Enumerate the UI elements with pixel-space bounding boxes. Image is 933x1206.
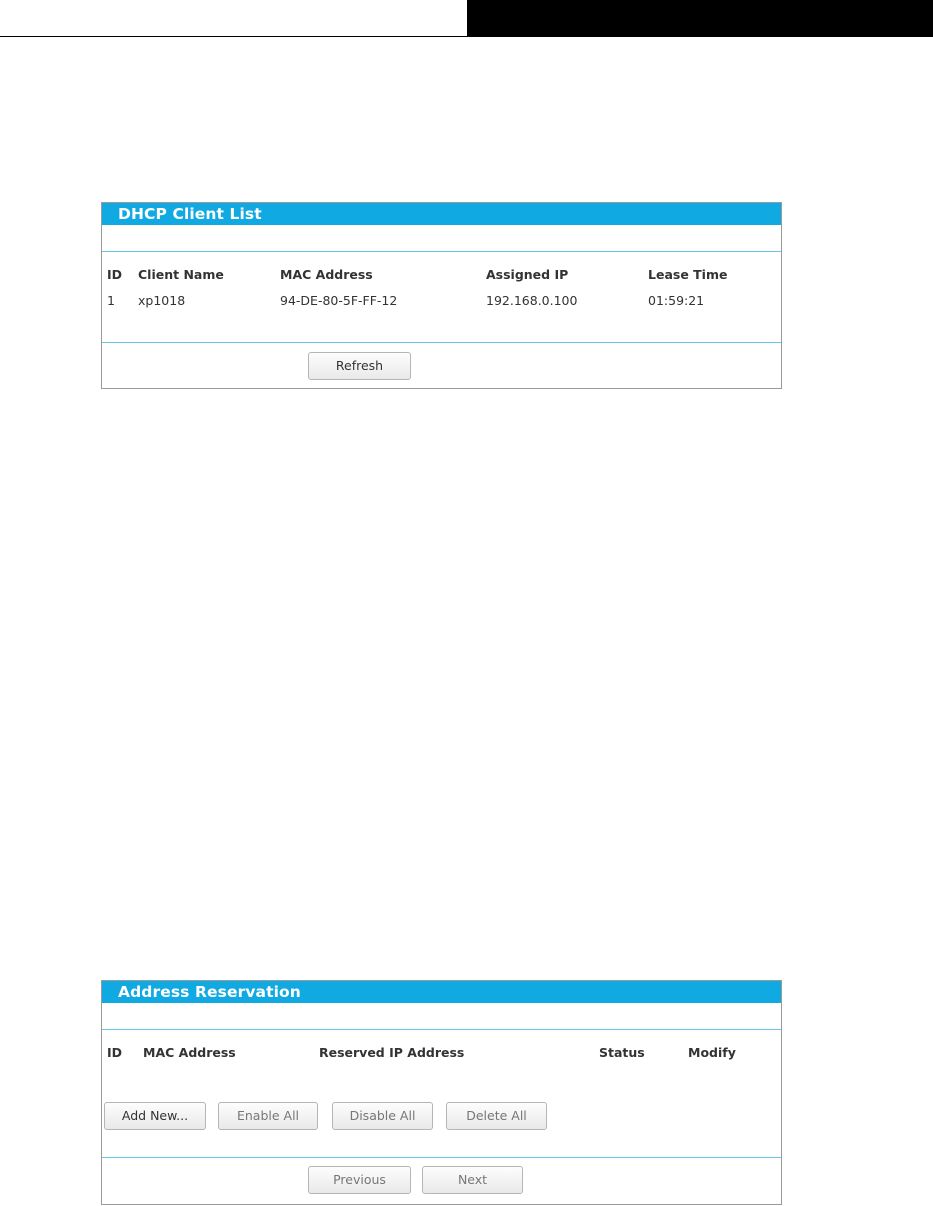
refresh-button[interactable]: Refresh	[308, 352, 411, 380]
add-new-button[interactable]: Add New...	[104, 1102, 206, 1130]
column-header-mac-address: MAC Address	[280, 267, 373, 282]
column-header-mac-address: MAC Address	[143, 1045, 236, 1060]
panel-divider	[102, 1157, 781, 1158]
page-header	[0, 0, 933, 38]
column-header-id: ID	[107, 267, 123, 282]
disable-all-button[interactable]: Disable All	[332, 1102, 433, 1130]
panel-divider	[102, 342, 781, 343]
column-header-lease-time: Lease Time	[648, 267, 728, 282]
delete-all-button[interactable]: Delete All	[446, 1102, 547, 1130]
dhcp-client-list-panel	[101, 202, 782, 389]
header-black-bar	[467, 0, 933, 37]
column-header-status: Status	[599, 1045, 645, 1060]
column-header-id: ID	[107, 1045, 123, 1060]
header-rule	[0, 36, 467, 37]
dhcp-client-list-title: DHCP Client List	[102, 203, 781, 225]
next-button[interactable]: Next	[422, 1166, 523, 1194]
panel-spacer-row	[102, 1003, 781, 1030]
address-reservation-panel	[101, 980, 782, 1205]
address-reservation-title: Address Reservation	[102, 981, 781, 1003]
client-ip-cell: 192.168.0.100	[486, 293, 578, 308]
column-header-modify: Modify	[688, 1045, 736, 1060]
client-mac-cell: 94-DE-80-5F-FF-12	[280, 293, 398, 308]
column-header-assigned-ip: Assigned IP	[486, 267, 569, 282]
previous-button[interactable]: Previous	[308, 1166, 411, 1194]
client-lease-cell: 01:59:21	[648, 293, 705, 308]
panel-spacer-row	[102, 225, 781, 252]
client-name-cell: xp1018	[138, 293, 186, 308]
column-header-reserved-ip: Reserved IP Address	[319, 1045, 465, 1060]
client-id-cell: 1	[107, 293, 115, 308]
enable-all-button[interactable]: Enable All	[218, 1102, 318, 1130]
column-header-client-name: Client Name	[138, 267, 224, 282]
